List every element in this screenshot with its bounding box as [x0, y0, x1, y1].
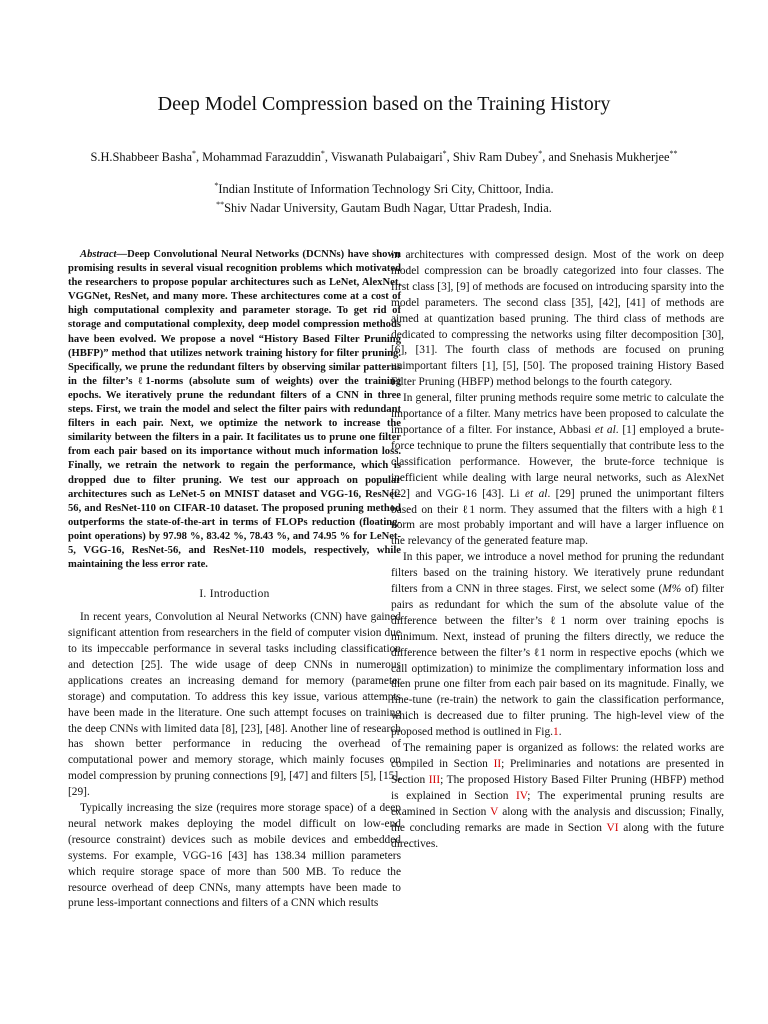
text-run: .: [558, 726, 562, 739]
text-run: of) filter pairs as redundant for which the sum of the absolute value of the difference between the filter’s ℓ1 norm over training epochs is minimum. Next, instead of pruning the filters directly, we reduce the difference between the filter’s ℓ1 norm in respective epochs (which we call optimization) to minimize the complimentary information loss and then prune one filter from each pair based on its magnitude. Finally, we fine-tune (re-train) the network to gain the classification performance, which is decreased due to filter pruning. The high-level view of the proposed method is outlined in Fig.: [391, 583, 724, 739]
section-heading-introduction: I. Introduction: [199, 588, 270, 601]
et-al: et al: [524, 487, 548, 500]
affiliation-2: [0, 200, 768, 216]
paragraph: [391, 391, 724, 550]
paragraph: In recent years, Convolution al Neural Networks (CNN) have gained significant attention from researchers in the field of computer vision due to its impeccable performance in several tasks including classification and detection [25]. The wide usage of deep CNNs in numerous applications creates an increasing demand for memory (parameter storage) and computation. To address this key issue, various attempts have been made in the literature. One such attempt focuses on training the deep CNNs with limited data [8], [23], [48]. Another line of research has shown better performance in reducing the overhead of computational power and memory storage, which mainly focuses on model compression by pruning connections [9], [47] and filters [5], [15], [29].: [68, 611, 401, 799]
text-run: . [29] pruned the unimportant filters based on their ℓ1 norm. They assumed that the filters with a high ℓ1 norm are most probably important and will have a larger influence on the relevancy of the generated feature map.: [391, 487, 724, 548]
author-name: Shiv Ram Dubey: [452, 150, 539, 164]
abstract-text: Deep Convolutional Neural Networks (DCNNs) have shown promising results in several visual recognition problems which motivated the researchers to propose popular architectures such as LeNet, AlexNet, VGGNet, ResNet, and many more. These architectures come at a cost of high computational complexity and parameter storage. To get rid of storage and computational complexity, deep model compression methods have been evolved. We propose a novel “History Based Filter Pruning (HBFP)” method that utilizes network training history for filter pruning. Specifically, we prune the redundant filters by observing similar patterns in the filter’s ℓ1-norms (absolute sum of weights) over the training epochs. We iteratively prune the redundant filters of a CNN in three steps. First, we train the model and select the filter pairs with redundant filters in each pair. Next, we optimize the network to increase the similarity between the filters in a pair. It facilitates us to prune one filter from each pair based on its importance without much information loss. Finally, we retrain the network to regain the performance, which is dropped due to filter pruning. We test our approach on popular architectures such as LeNet-5 on MNIST dataset and VGG-16, ResNet-56, and ResNet-110 on CIFAR-10 dataset. The proposed pruning method outperforms the state-of-the-art in terms of FLOPs reduction (floating-point operations) by 97.98 %, 83.42 %, 78.43 %, and 74.95 % for LeNet-5, VGG-16, ResNet-56, and ResNet-110 models, respectively, while maintaining the less error rate.: [68, 249, 401, 571]
author-name: Mohammad Farazuddin: [202, 150, 321, 164]
author-list: [0, 149, 768, 165]
section-link-vi[interactable]: VI: [606, 821, 619, 834]
paragraph: [391, 741, 724, 852]
affiliation-mark: **: [216, 200, 225, 209]
author-mark: *: [191, 149, 196, 158]
author-mark: *: [442, 149, 447, 158]
section-link-ii[interactable]: II: [493, 758, 502, 770]
affiliation-text: Shiv Nadar University, Gautam Budh Nagar, Uttar Pradesh, India.: [224, 201, 552, 215]
left-column: [68, 248, 401, 912]
text-run: . [1] employed a brute-force technique to prune the filters sequentially that contribute less to the classification performance. However, the brute-force technique is inefficient while dealing with large neural networks, such as AlexNet [22] and VGG-16 [43]. Li: [391, 423, 724, 500]
et-al: et al: [594, 423, 616, 436]
text-run: along with the future directives.: [391, 821, 724, 850]
figure-link[interactable]: 1: [553, 726, 559, 739]
paragraph: [391, 550, 724, 741]
text-run: In general, filter pruning methods require some metric to calculate the importance of a filter. Many metrics have been proposed to calculate the importance of a filter. For instance, Abbasi: [391, 392, 724, 436]
author-mark: **: [669, 149, 678, 158]
abstract-dash: —: [116, 249, 128, 260]
abstract-label: Abstract: [80, 249, 117, 260]
author-mark: *: [538, 149, 543, 158]
section-link-v[interactable]: V: [490, 805, 499, 818]
author-separator: ,: [446, 150, 453, 164]
author-separator: ,: [195, 150, 203, 164]
paper-title: Deep Model Compression based on the Training History: [157, 93, 611, 115]
text-run: ; Preliminaries and notations are presented in Section: [391, 758, 724, 786]
abstract: [68, 248, 401, 572]
affiliation-1: [0, 181, 768, 197]
text-run: ; The proposed History Based Filter Pruning (HBFP) method is explained in Section: [391, 773, 725, 802]
text-run: In this paper, we introduce a novel method for pruning the redundant filters based on the training history. We iteratively prune redundant filters from a CNN in three stages. First, we select some (: [391, 551, 724, 596]
right-column: [391, 248, 724, 852]
author-name: Snehasis Mukherjee: [569, 150, 670, 164]
section-link-iii[interactable]: III: [428, 773, 441, 786]
affiliation-mark: *: [214, 181, 219, 190]
author-separator: , and: [542, 150, 570, 164]
author-mark: *: [320, 149, 325, 158]
affiliation-text: Indian Institute of Information Technology Sri City, Chittoor, India.: [218, 182, 554, 196]
author-name: S.H.Shabbeer Basha: [90, 150, 192, 164]
text-run: ; The experimental pruning results are examined in Section: [391, 789, 724, 818]
author-name: Viswanath Pulabaigari: [330, 150, 443, 164]
math-m-percent: M%: [662, 583, 682, 596]
text-run: The remaining paper is organized as follows: the related works are compiled in Section: [391, 742, 724, 770]
text-run: along with the analysis and discussion; Finally, the concluding remarks are made in Section: [391, 805, 724, 834]
author-separator: ,: [324, 150, 331, 164]
paragraph: Typically increasing the size (requires more storage space) of a deep neural network makes deploying the model difficult on low-end (resource constraint) devices such as mobile devices and embedded systems. For example, VGG-16 [43] has 138.34 million parameters which require storage space of more than 500 MB. To reduce the resource overhead of deep CNNs, many attempts have been made to prune less-important connections and filters of a CNN which results: [68, 802, 401, 910]
section-link-iv[interactable]: IV: [516, 789, 528, 802]
paragraph: in architectures with compressed design. Most of the work on deep model compression can be broadly categorized into four classes. The first class [3], [9] of methods are focused on introducing sparsity into the model parameters. The second class [35], [42], [41] of methods are aimed at quantization based pruning. The third class of methods are dedicated to compressing the networks using filter decomposition [30], [6], [31]. The fourth class of methods are focused on pruning unimportant filters [1], [5], [50]. The proposed training History Based Filter Pruning (HBFP) method belongs to the fourth category.: [391, 249, 724, 389]
